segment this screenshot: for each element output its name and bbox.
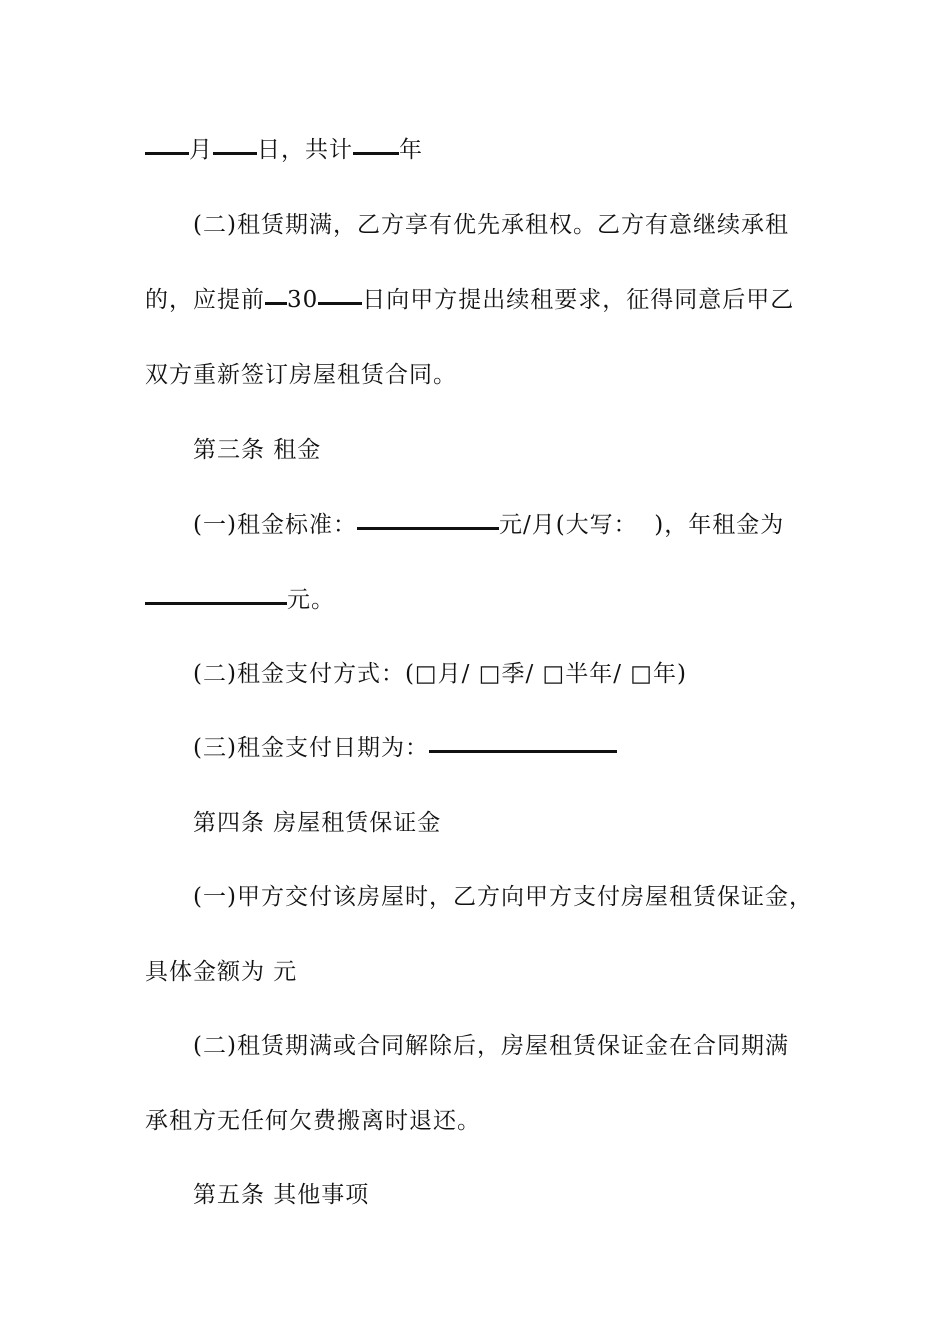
- text-rent-unit: 元/月(大写： )，年租金为: [498, 512, 785, 538]
- article-4-heading: 第四条 房屋租赁保证金: [193, 810, 442, 836]
- text-month: 月: [189, 137, 213, 163]
- lease-term-end-line: [145, 135, 423, 165]
- blank-suffix: [318, 302, 362, 305]
- deposit-refund-line-2: 承租方无任何欠费搬离时退还。: [145, 1108, 481, 1134]
- deposit-clause-line-2: 具体金额为 元: [145, 959, 298, 985]
- deposit-refund-line-1: (二)租赁期满或合同解除后，房屋租赁保证金在合同期满: [193, 1033, 789, 1059]
- text-renewal: 日向甲方提出续租要求，征得同意后甲乙: [362, 287, 795, 313]
- payment-method-line: (二)租金支付方式：(□月/ □季/ □半年/ □年): [193, 661, 687, 687]
- text-advance: 的，应提前: [145, 287, 265, 313]
- blank-day: [213, 152, 257, 155]
- blank-month: [145, 152, 189, 155]
- clause-2-2-line-3: 双方重新签订房屋租赁合同。: [145, 362, 457, 388]
- text-day-total: 日，共计: [257, 137, 353, 163]
- blank-monthly-rent: [357, 527, 499, 530]
- deposit-clause-line-1: (一)甲方交付该房屋时，乙方向甲方支付房屋租赁保证金，: [193, 884, 813, 910]
- annual-rent-line: [145, 585, 335, 615]
- text-rent-standard: (一)租金标准：: [193, 512, 357, 538]
- advance-days-value: 30: [287, 287, 319, 313]
- blank-prefix: [265, 302, 287, 305]
- blank-payment-date: [429, 750, 617, 753]
- article-3-heading: 第三条 租金: [193, 437, 322, 463]
- blank-years: [353, 152, 399, 155]
- article-5-heading: 第五条 其他事项: [193, 1182, 370, 1208]
- text-payment-date: (三)租金支付日期为：: [193, 735, 429, 761]
- clause-2-2-line-1: (二)租赁期满，乙方享有优先承租权。乙方有意继续承租: [193, 212, 789, 238]
- text-year: 年: [399, 137, 423, 163]
- text-yuan: 元。: [287, 587, 335, 613]
- payment-date-line: [193, 733, 617, 763]
- blank-annual-rent: [145, 602, 287, 605]
- clause-2-2-line-2: [145, 285, 794, 315]
- rent-standard-line: [193, 510, 784, 540]
